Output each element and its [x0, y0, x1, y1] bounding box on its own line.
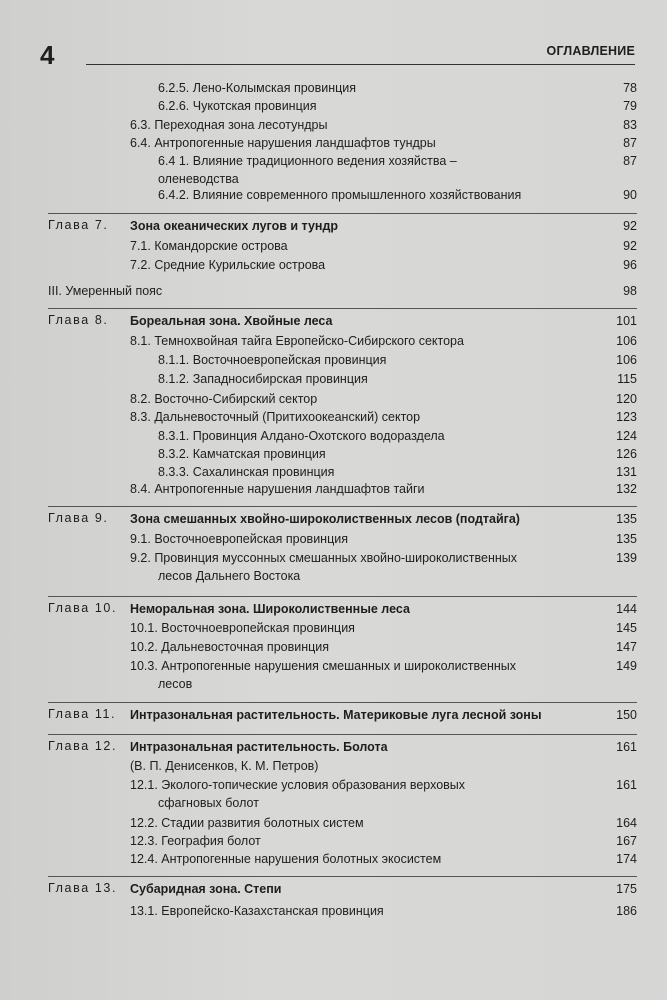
page-ref: 96: [623, 258, 637, 272]
header-rule: [86, 64, 635, 65]
chapter-rule: [48, 876, 637, 877]
toc-entry: 6.4 1. Влияние традиционного ведения хозяйства –: [158, 154, 457, 168]
page-ref: 126: [616, 447, 637, 461]
page-number: 4: [40, 40, 55, 70]
chapter-prefix: Глава 7.: [48, 218, 109, 232]
page-ref: 174: [616, 852, 637, 866]
page-ref: 124: [616, 429, 637, 443]
chapter-rule: [48, 213, 637, 214]
toc-entry: 6.2.5. Лено-Колымская провинция: [158, 81, 357, 95]
toc-entry: 12.1. Эколого-топические условия образования верховых: [130, 778, 466, 792]
page-ref: 135: [616, 532, 637, 546]
toc-entry: 7.1. Командорские острова: [130, 239, 288, 253]
toc-entry: 8.3. Дальневосточный (Притихоокеанский) сектор: [130, 410, 421, 424]
chapter-prefix: Глава 11.: [48, 707, 117, 721]
page-ref: 175: [616, 882, 637, 896]
toc-entry: 12.4. Антропогенные нарушения болотных экосистем: [130, 852, 442, 866]
part-title: III. Умеренный пояс: [48, 284, 163, 298]
chapter-rule: [48, 702, 637, 703]
toc-entry: 6.3. Переходная зона лесотундры: [130, 118, 328, 132]
toc-entry-continuation: оленеводства: [158, 172, 239, 186]
toc-entry: 8.3.2. Камчатская провинция: [158, 447, 326, 461]
toc-entry-continuation: лесов: [158, 677, 193, 691]
page-ref: 90: [623, 188, 637, 202]
toc-entry: 12.3. География болот: [130, 834, 261, 848]
page-ref: 131: [616, 465, 637, 479]
toc-entry: 9.1. Восточноевропейская провинция: [130, 532, 348, 546]
chapter-title: Субаридная зона. Степи: [130, 882, 282, 896]
toc-entry: 8.1.2. Западносибирская провинция: [158, 372, 368, 386]
chapter-prefix: Глава 12.: [48, 739, 118, 753]
page-ref: 83: [623, 118, 637, 132]
toc-entry: 12.2. Стадии развития болотных систем: [130, 816, 364, 830]
toc-entry: 10.2. Дальневосточная провинция: [130, 640, 330, 654]
page-ref: 164: [616, 816, 637, 830]
page-ref: 106: [616, 334, 637, 348]
chapter-prefix: Глава 10.: [48, 601, 118, 615]
authors-line: (В. П. Денисенков, К. М. Петров): [130, 759, 319, 773]
chapter-title: Зона океанических лугов и тундр: [130, 219, 339, 233]
page-ref: 79: [623, 99, 637, 113]
toc-entry: 8.4. Антропогенные нарушения ландшафтов тайги: [130, 482, 425, 496]
page-header: [40, 40, 635, 70]
toc-entry: 9.2. Провинция муссонных смешанных хвойно-широколиственных: [130, 551, 518, 565]
page-ref: 87: [623, 154, 637, 168]
toc-entry: 6.4. Антропогенные нарушения ландшафтов тундры: [130, 136, 436, 150]
chapter-prefix: Глава 9.: [48, 511, 109, 525]
toc-entry: 10.3. Антропогенные нарушения смешанных и широколиственных: [130, 659, 517, 673]
page-ref: 149: [616, 659, 637, 673]
chapter-rule: [48, 734, 637, 735]
page-ref: 132: [616, 482, 637, 496]
page-ref: 161: [616, 778, 637, 792]
toc-entry: 8.3.1. Провинция Алдано-Охотского водораздела: [158, 429, 445, 443]
page-ref: 135: [616, 512, 637, 526]
toc-entry-continuation: сфагновых болот: [158, 796, 259, 810]
toc-entry: 7.2. Средние Курильские острова: [130, 258, 326, 272]
page-ref: 98: [623, 284, 637, 298]
page-ref: 115: [617, 372, 637, 386]
page-ref: 144: [616, 602, 637, 616]
page-ref: 101: [616, 314, 637, 328]
toc-entry: 13.1. Европейско-Казахстанская провинция: [130, 904, 384, 918]
page-ref: 161: [616, 740, 637, 754]
chapter-title: Интразональная растительность. Материковые луга лесной зоны: [130, 708, 542, 722]
chapter-title: Бореальная зона. Хвойные леса: [130, 314, 333, 328]
page-ref: 150: [616, 708, 637, 722]
toc-entry: 8.3.3. Сахалинская провинция: [158, 465, 335, 479]
page-ref: 106: [616, 353, 637, 367]
toc-entry: 8.2. Восточно-Сибирский сектор: [130, 392, 318, 406]
header-title: ОГЛАВЛЕНИЕ: [546, 44, 635, 58]
chapter-rule: [48, 308, 637, 309]
chapter-prefix: Глава 8.: [48, 313, 109, 327]
page-ref: 186: [616, 904, 637, 918]
page-ref: 167: [616, 834, 637, 848]
toc-entry: 6.2.6. Чукотская провинция: [158, 99, 317, 113]
chapter-rule: [48, 506, 637, 507]
page-ref: 120: [616, 392, 637, 406]
chapter-title: Зона смешанных хвойно-широколиственных лесов (подтайга): [130, 512, 520, 526]
page-ref: 123: [616, 410, 637, 424]
page-ref: 145: [616, 621, 637, 635]
toc-entry: 10.1. Восточноевропейская провинция: [130, 621, 355, 635]
page-ref: 147: [616, 640, 637, 654]
toc-entry: 8.1.1. Восточноевропейская провинция: [158, 353, 387, 367]
page-ref: 92: [623, 239, 637, 253]
page-ref: 139: [616, 551, 637, 565]
page-ref: 92: [623, 219, 637, 233]
page-ref: 87: [623, 136, 637, 150]
chapter-title: Неморальная зона. Широколиственные леса: [130, 602, 410, 616]
page-ref: 78: [623, 81, 637, 95]
chapter-rule: [48, 596, 637, 597]
toc-entry-continuation: лесов Дальнего Востока: [158, 569, 301, 583]
toc-entry: 6.4.2. Влияние современного промышленного хозяйствования: [158, 188, 522, 202]
toc-entry: 8.1. Темнохвойная тайга Европейско-Сибирского сектора: [130, 334, 464, 348]
chapter-title: Интразональная растительность. Болота: [130, 740, 388, 754]
chapter-prefix: Глава 13.: [48, 881, 118, 895]
